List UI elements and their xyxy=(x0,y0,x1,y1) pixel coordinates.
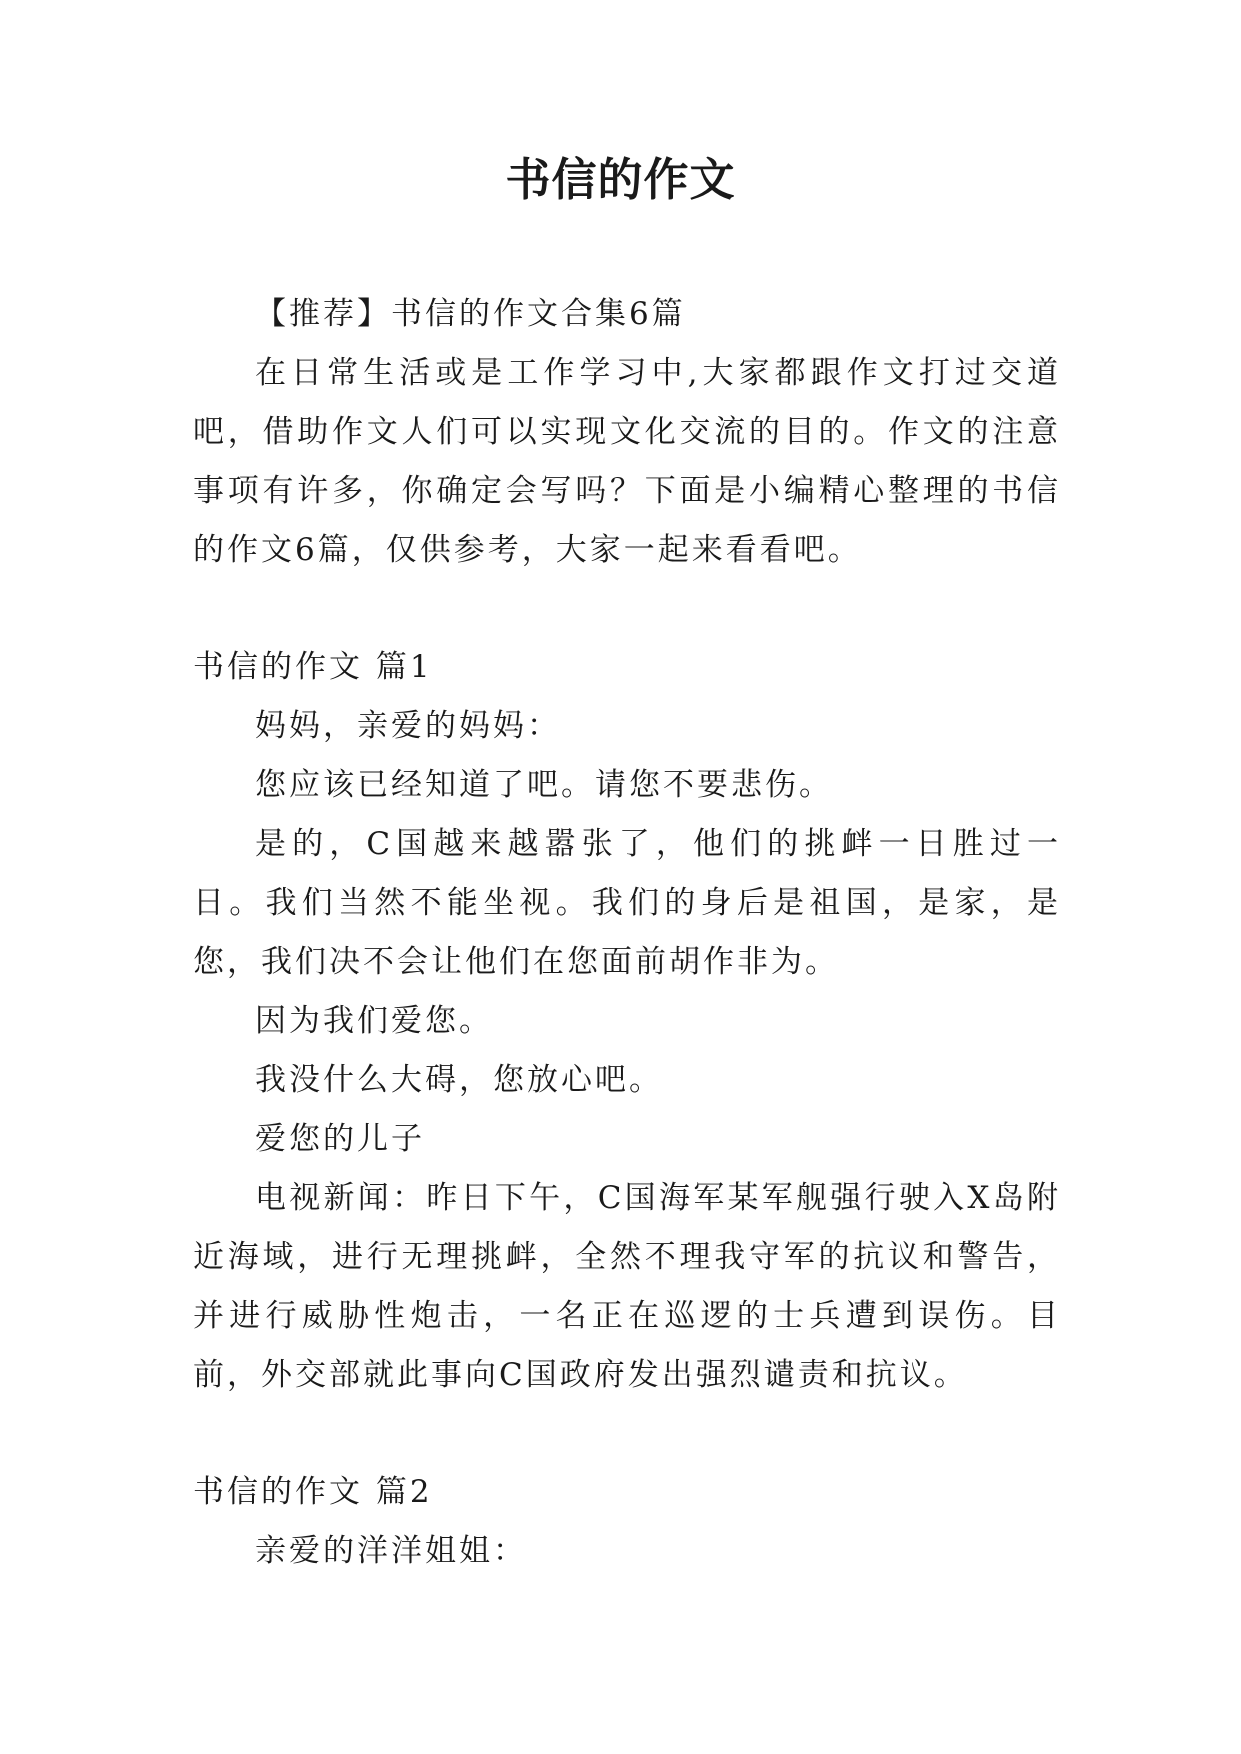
paragraph: 妈妈，亲爱的妈妈： xyxy=(255,708,561,744)
section-heading: 书信的作文 篇2 xyxy=(193,1474,433,1510)
section-heading: 书信的作文 篇1 xyxy=(193,649,433,685)
document-title: 书信的作文 xyxy=(505,153,736,206)
intro-paragraph: 在日常生活或是工作学习中,大家都跟作文打过交道吧，借助作文人们可以实现文化交流的目的。作文的注意事项有许多，你确定会写吗？下面是小编精心整理的书信的作文6篇，仅供参考，大家一起来看看吧。 xyxy=(193,355,1061,568)
paragraph: 我没什么大碍，您放心吧。 xyxy=(255,1062,663,1098)
document-body xyxy=(193,285,1061,1581)
signature-line: 爱您的儿子 xyxy=(255,1121,425,1157)
paragraph: 您应该已经知道了吧。请您不要悲伤。 xyxy=(255,767,833,803)
intro-line: 【推荐】书信的作文合集6篇 xyxy=(255,296,686,332)
section-gap xyxy=(193,1405,1061,1463)
paragraph: 亲爱的洋洋姐姐： xyxy=(255,1533,527,1569)
paragraph: 是的，C国越来越嚣张了，他们的挑衅一日胜过一日。我们当然不能坐视。我们的身后是祖国，是家，是您，我们决不会让他们在您面前胡作非为。 xyxy=(193,826,1061,980)
paragraph: 电视新闻：昨日下午，C国海军某军舰强行驶入X岛附近海域，进行无理挑衅，全然不理我守军的抗议和警告，并进行威胁性炮击，一名正在巡逻的士兵遭到误伤。目前，外交部就此事向C国政府发出强烈谴责和抗议。 xyxy=(193,1180,1061,1393)
paragraph: 因为我们爱您。 xyxy=(255,1003,493,1039)
section-gap xyxy=(193,580,1061,638)
